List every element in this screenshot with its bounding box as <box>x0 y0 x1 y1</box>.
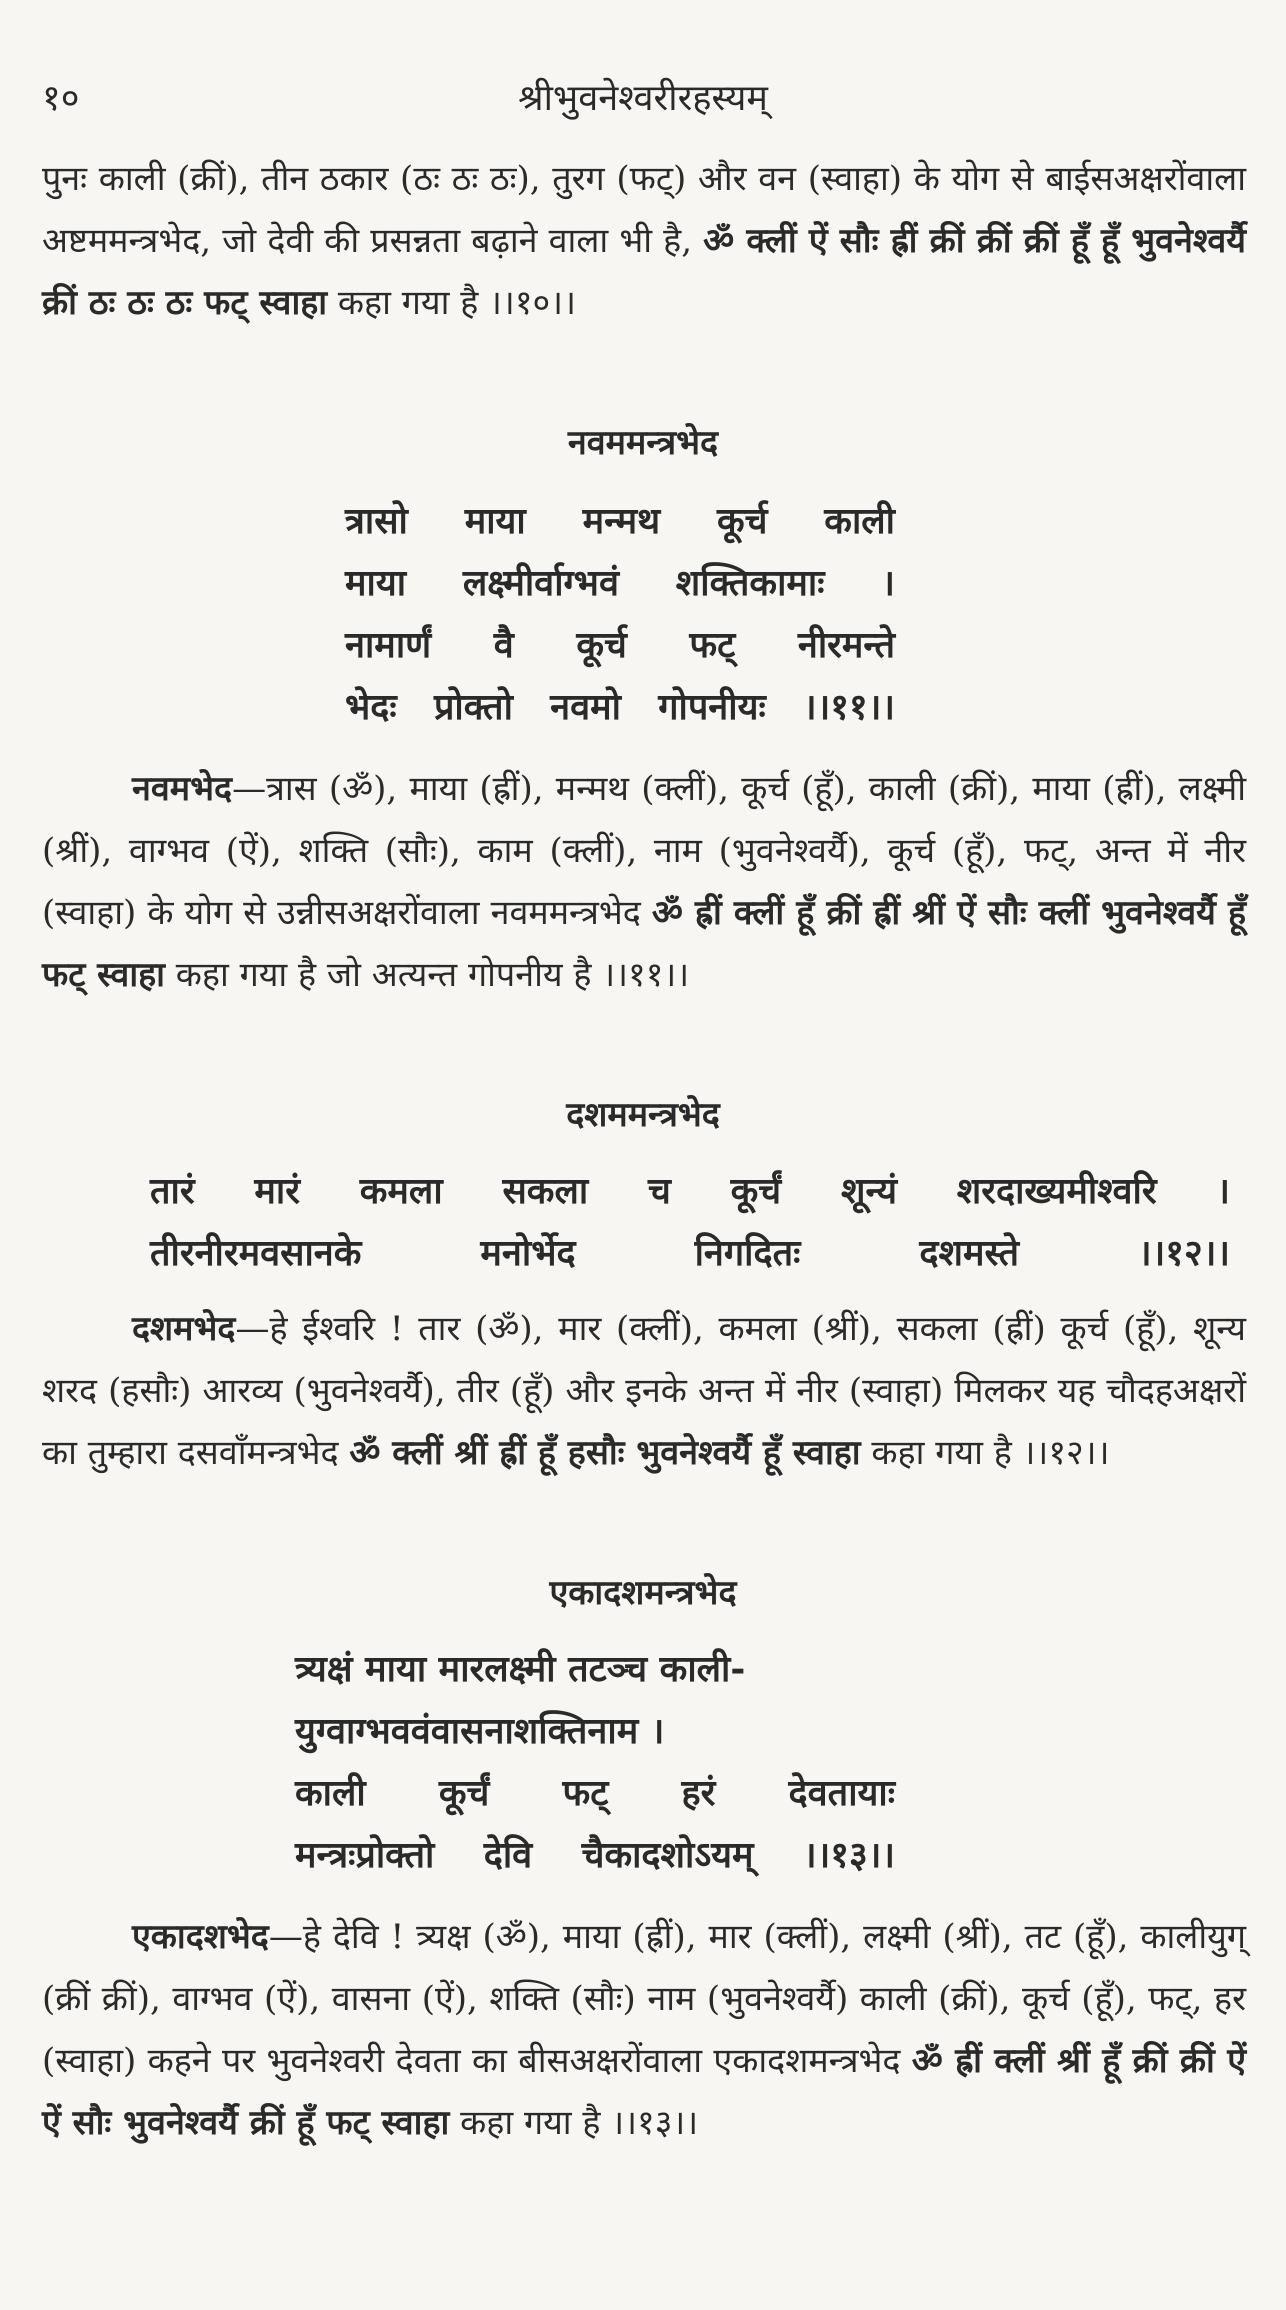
paragraph-10 <box>42 148 1246 334</box>
paragraph-text: पुनः काली (क्रीं), तीन ठकार (ठः ठः ठः), तुरग (फट्) और वन (स्वाहा) के योग से बाईसअक्षरोंवाला अष्टममन्त्रभेद, जो देवी की प्रसन्नता बढ़ाने वाला भी है, <box>42 159 1246 261</box>
verse-dasham <box>150 1160 1230 1284</box>
section-heading-dasham: दशममन्त्रभेद <box>566 1095 720 1135</box>
running-title: श्रीभुवनेश्वरीरहस्यम् <box>518 78 768 119</box>
verse-line: काली कूर्चं फट् हरं देवतायाः <box>295 1772 895 1814</box>
section-heading-navam: नवममन्त्रभेद <box>567 423 719 463</box>
commentary-label: एकादशभेद <box>132 1917 269 1957</box>
paragraph-text: कहा गया है जो अत्यन्त गोपनीय है ।।११।। <box>164 955 690 995</box>
paragraph-text: —हे ईश्वरि ! तार (ॐ), मार (क्लीं), कमला (श्रीं), सकला (ह्रीं) कूर्च (हूँ), शून्य शरद (हसौः) आरव्य (भुवनेश्वर्यै), तीर (हूँ) और इनके अन्त में नीर (स्वाहा) मिलकर यह चौदहअक्षरों का तुम्हारा दसवाँमन्त्रभेद <box>42 1309 1246 1473</box>
verse-line: मन्त्रःप्रोक्तो देवि चैकादशोऽयम् ।।१३।। <box>295 1834 895 1876</box>
verse-navam <box>345 490 895 738</box>
verse-line: युग्वाग्भववंवासनाशक्तिनाम । <box>295 1710 665 1752</box>
paragraph-ekadasham-commentary <box>42 1906 1246 2154</box>
paragraph-text: कहा गया है ।।१३।। <box>449 2103 699 2143</box>
verse-line: तीरनीरमवसानके मनोर्भेद निगदितः दशमस्ते ।।१२।। <box>150 1232 1230 1274</box>
mantra-text: ॐ क्लीं ऐं सौः ह्रीं क्रीं क्रीं क्रीं हूँ हूँ भुवनेश्वर्यै क्रीं ठः ठः ठः फट् स्वाहा <box>42 221 1246 323</box>
paragraph-dasham-commentary <box>42 1298 1246 1484</box>
section-heading-ekadasham: एकादशमन्त्रभेद <box>549 1573 737 1613</box>
verse-line: माया लक्ष्मीर्वाग्भवं शक्तिकामाः । <box>345 562 895 604</box>
paragraph-text: कहा गया है ।।१२।। <box>860 1433 1110 1473</box>
verse-ekadasham <box>295 1638 895 1886</box>
paragraph-navam-commentary <box>42 758 1246 1006</box>
mantra-text: ॐ ह्रीं क्लीं श्रीं हूँ क्रीं क्रीं ऐं ऐं सौः भुवनेश्वर्यै क्रीं हूँ फट् स्वाहा <box>42 2041 1246 2143</box>
paragraph-text: —हे देवि ! त्र्यक्ष (ॐ), माया (ह्रीं), मार (क्लीं), लक्ष्मी (श्रीं), तट (हूँ), कालीयुग् (क्रीं क्रीं), वाग्भव (ऐं), वासना (ऐं), शक्ति (सौः) नाम (भुवनेश्वर्यै) काली (क्रीं), कूर्च (हूँ), फट्, हर (स्वाहा) कहने पर भुवनेश्वरी देवता का बीसअक्षरोंवाला एकादशमन्त्रभेद <box>42 1917 1246 2081</box>
commentary-label: दशमभेद <box>132 1309 236 1349</box>
verse-line: तारं मारं कमला सकला च कूर्चं शून्यं शरदाख्यमीश्वरि । <box>150 1170 1230 1212</box>
verse-line: नामार्णं वै कूर्च फट् नीरमन्ते <box>345 624 895 666</box>
paragraph-text: कहा गया है ।।१०।। <box>327 283 576 323</box>
commentary-label: नवमभेद <box>132 769 233 809</box>
verse-line: त्रासो माया मन्मथ कूर्च काली <box>345 500 895 542</box>
verse-line: भेदः प्रोक्तो नवमो गोपनीयः ।।११।। <box>345 686 895 728</box>
mantra-text: ॐ ह्रीं क्लीं हूँ क्रीं ह्रीं श्रीं ऐं सौः क्लीं भुवनेश्वर्यै हूँ फट् स्वाहा <box>42 893 1246 995</box>
page-number: १० <box>42 78 80 119</box>
page-header <box>42 72 1244 132</box>
verse-line: त्र्यक्षं माया मारलक्ष्मी तटञ्च काली- <box>295 1648 746 1690</box>
paragraph-text: —त्रास (ॐ), माया (ह्रीं), मन्मथ (क्लीं), कूर्च (हूँ), काली (क्रीं), माया (ह्रीं), लक्ष्मी (श्रीं), वाग्भव (ऐं), शक्ति (सौः), काम (क्लीं), नाम (भुवनेश्वर्यै), कूर्च (हूँ), फट्, अन्त में नीर (स्वाहा) के योग से उन्नीसअक्षरोंवाला नवममन्त्रभेद <box>42 769 1246 933</box>
mantra-text: ॐ क्लीं श्रीं ह्रीं हूँ हसौः भुवनेश्वर्यै हूँ स्वाहा <box>349 1433 861 1473</box>
